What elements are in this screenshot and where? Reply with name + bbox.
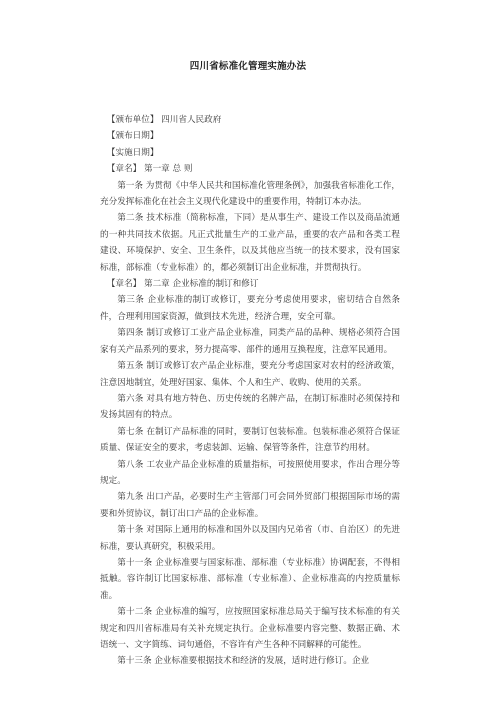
- article-paragraph: 第三条 企业标准的制订或修订，要充分考虑使用要求，密切结合自然条件，合理利用国家资源，做到技术先进，经济合理，安全可靠。: [100, 295, 400, 322]
- article-paragraph: 第九条 出口产品，必要时生产主管部门可会同外贸部门根据国际市场的需要和外贸协议，制订出口产品的企业标准。: [100, 492, 400, 519]
- article-paragraph: 第十三条 企业标准要根据技术和经济的发展，适时进行修订。企业: [117, 656, 370, 667]
- document-body: [100, 112, 400, 670]
- article-paragraph: 第十一条 企业标准要与国家标准、部标准（专业标准）协调配套，不得相抵触。容许制订比国家标准、部标准（专业标准）、企业标准高的内控质量标准。: [100, 557, 400, 601]
- article-paragraph: 第一条 为贯彻《中华人民共和国标准化管理条例》，加强我省标准化工作，充分发挥标准化在社会主义现代化建设中的重要作用，特制订本办法。: [100, 180, 400, 208]
- chapter-heading: 【章名】 第二章 企业标准的制订和修订: [106, 279, 259, 290]
- article-paragraph: 第七条 在制订产品标准的同时，要制订包装标准。包装标准必须符合保证质量、保证安全的要求，考虑装卸、运输、保管等条件，注意节约用材。: [100, 426, 400, 454]
- meta-issue-date: 【颁布日期】: [106, 131, 159, 142]
- article-paragraph: 第六条 对具有地方特色、历史传统的名牌产品，在制订标准时必须保持和发扬其固有的特点。: [100, 393, 400, 421]
- article-paragraph: 第二条 技术标准（简称标准，下同）是从事生产、建设工作以及商品流通的一种共同技术依据。凡正式批量生产的工业产品，重要的农产品和各类工程建设、环境保护、安全、卫生条件，以及其他应当统一的技术要求，没有国家标准，部标准（专业标准）的，都必须制订出企业标准，并贯彻执行。: [100, 213, 400, 273]
- chapter-heading: 【章名】 第一章 总 则: [106, 164, 193, 175]
- meta-issuer: 【颁布单位】 四川省人民政府: [106, 115, 222, 125]
- article-paragraph: 第十条 对国际上通用的标准和国外以及国内兄弟省（市、自治区）的先进标准，要认真研究，积极采用。: [100, 525, 400, 552]
- article-paragraph: 第五条 制订或修订农产品企业标准，要充分考虑国家对农村的经济政策，注意因地制宜，处理好国家、集体、个人和生产、收购、使用的关系。: [100, 361, 400, 388]
- article-paragraph: 第八条 工农业产品企业标准的质量指标，可按照使用要求，作出合理分等规定。: [100, 459, 400, 486]
- meta-effective-date: 【实施日期】: [106, 147, 159, 158]
- article-paragraph: 第十二条 企业标准的编写，应按照国家标准总局关于编写技术标准的有关规定和四川省标准局有关补充规定执行。企业标准要内容完整、数据正确、术语统一、文字简练、词句通俗，不容许有产生各种不同解释的可能性。: [100, 607, 400, 650]
- document-title: 四川省标准化管理实施办法: [189, 61, 307, 72]
- article-paragraph: 第四条 制订或修订工业产品企业标准，同类产品的品种、规格必须符合国家有关产品系列的要求，努力提高零、部件的通用互换程度，注意军民通用。: [100, 328, 400, 355]
